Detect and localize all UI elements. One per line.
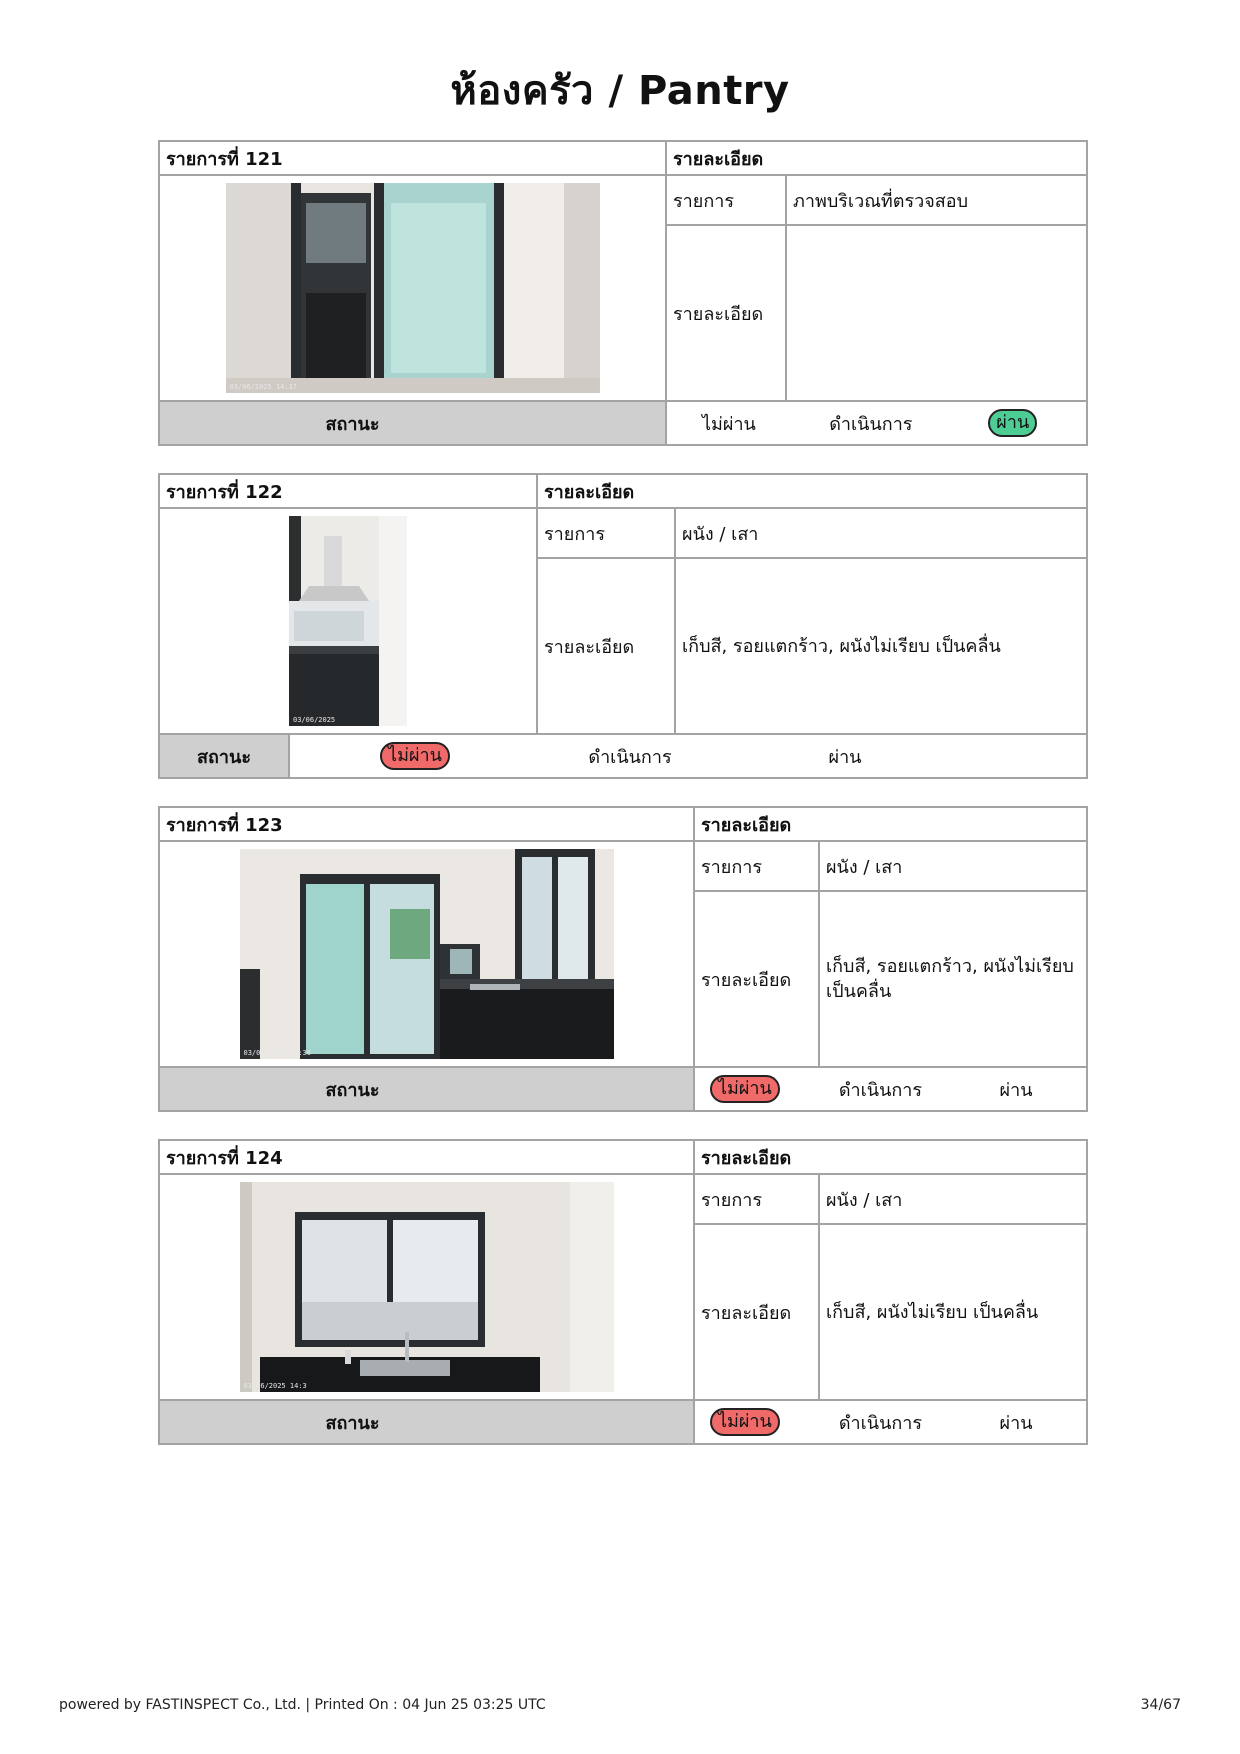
photo-timestamp: 03/06/2025 — [293, 716, 336, 724]
photo-cell — [159, 508, 537, 734]
detail-value: เก็บสี, รอยแตกร้าว, ผนังไม่เรียบ เป็นคลื่น — [675, 558, 1087, 734]
status-options — [666, 401, 1087, 445]
status-option-in-progress[interactable]: ดำเนินการ — [838, 1412, 923, 1434]
status-option-fail[interactable]: ไม่ผ่าน — [701, 413, 756, 435]
list-value: ผนัง / เสา — [819, 1174, 1087, 1224]
detail-header: รายละเอียด — [537, 474, 1087, 508]
detail-header: รายละเอียด — [694, 807, 1087, 841]
list-label: รายการ — [694, 1174, 819, 1224]
inspection-photo[interactable] — [226, 183, 600, 393]
footer-credit: powered by FASTINSPECT Co., Ltd. | Printed On : 04 Jun 25 03:25 UTC — [59, 1697, 546, 1713]
detail-value: เก็บสี, ผนังไม่เรียบ เป็นคลื่น — [819, 1224, 1087, 1400]
status-option-fail-selected[interactable]: ไม่ผ่าน — [675, 1075, 815, 1103]
status-options — [694, 1400, 1087, 1444]
detail-label: รายละเอียด — [666, 225, 786, 401]
status-option-pass-selected[interactable]: ผ่าน — [940, 409, 1087, 437]
status-option-pass[interactable]: ผ่าน — [828, 746, 862, 768]
list-value: ผนัง / เสา — [819, 841, 1087, 891]
inspection-photo[interactable] — [289, 516, 407, 726]
list-label: รายการ — [694, 841, 819, 891]
status-option-fail-selected[interactable]: ไม่ผ่าน — [675, 1408, 815, 1436]
photo-timestamp: 03/06/2025 14:3 — [243, 1382, 307, 1390]
photo-timestamp: 03/06/2025 14:36 — [243, 1049, 311, 1057]
status-label: สถานะ — [159, 1400, 694, 1444]
detail-label: รายละเอียด — [694, 1224, 819, 1400]
inspection-item-124 — [158, 1139, 1088, 1445]
page-title: ห้องครัว / Pantry — [450, 68, 790, 114]
status-label: สถานะ — [159, 1067, 694, 1111]
status-option-fail-selected[interactable]: ไม่ผ่าน — [290, 742, 540, 770]
inspection-item-123 — [158, 806, 1088, 1112]
photo-cell — [159, 175, 666, 401]
status-label: สถานะ — [159, 401, 666, 445]
status-option-in-progress[interactable]: ดำเนินการ — [829, 413, 913, 435]
status-option-pass[interactable]: ผ่าน — [999, 1079, 1033, 1101]
detail-value: เก็บสี, รอยแตกร้าว, ผนังไม่เรียบ เป็นคลื่น — [819, 891, 1087, 1067]
status-options — [289, 734, 1087, 778]
detail-header: รายละเอียด — [694, 1140, 1087, 1174]
status-option-in-progress[interactable]: ดำเนินการ — [588, 746, 672, 768]
photo-timestamp: 03/06/2025 14:37 — [229, 383, 297, 391]
photo-cell — [159, 1174, 694, 1400]
inspection-item-121 — [158, 140, 1088, 446]
detail-value — [786, 225, 1087, 401]
list-value: ผนัง / เสา — [675, 508, 1087, 558]
list-label: รายการ — [537, 508, 675, 558]
status-label: สถานะ — [159, 734, 289, 778]
inspection-photo[interactable] — [240, 849, 614, 1059]
status-option-in-progress[interactable]: ดำเนินการ — [838, 1079, 923, 1101]
detail-header: รายละเอียด — [666, 141, 1087, 175]
item-title: รายการที่ 124 — [159, 1140, 694, 1174]
detail-label: รายละเอียด — [537, 558, 675, 734]
item-title: รายการที่ 123 — [159, 807, 694, 841]
list-label: รายการ — [666, 175, 786, 225]
inspection-photo[interactable] — [240, 1182, 614, 1392]
list-value: ภาพบริเวณที่ตรวจสอบ — [786, 175, 1087, 225]
status-options — [694, 1067, 1087, 1111]
item-title: รายการที่ 121 — [159, 141, 666, 175]
photo-cell — [159, 841, 694, 1067]
status-option-pass[interactable]: ผ่าน — [999, 1412, 1033, 1434]
item-title: รายการที่ 122 — [159, 474, 537, 508]
detail-label: รายละเอียด — [694, 891, 819, 1067]
page-number: 34/67 — [1140, 1697, 1181, 1713]
inspection-item-122 — [158, 473, 1088, 779]
